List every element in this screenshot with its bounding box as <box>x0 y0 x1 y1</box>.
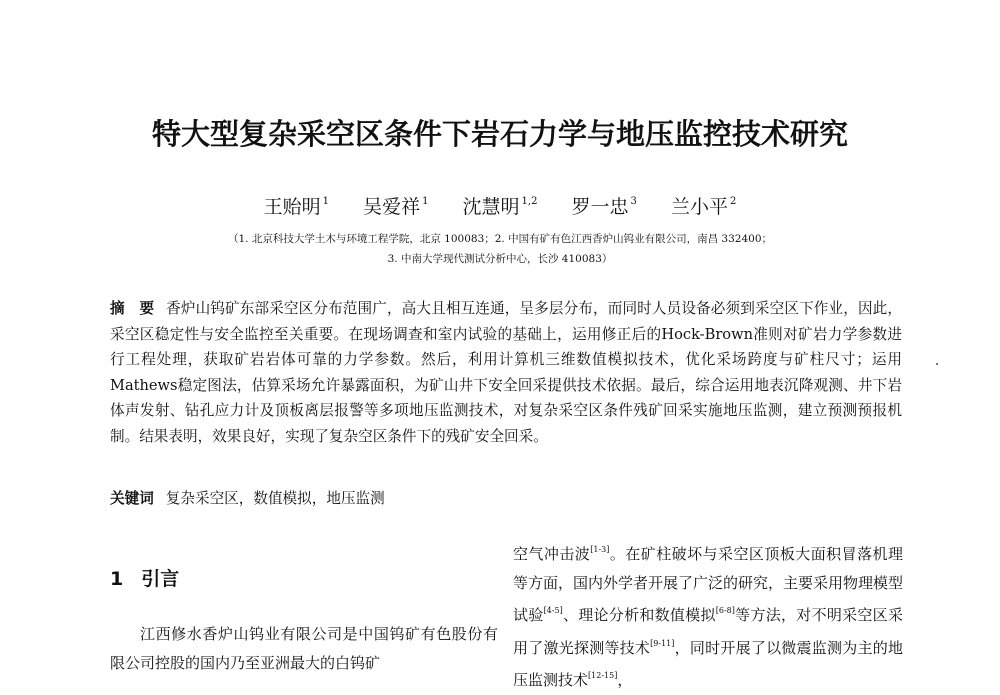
author-5: 兰小平 $^2$ <box>670 196 737 218</box>
author-1: 王贻明 $^1$ <box>263 196 330 218</box>
right-column <box>513 536 903 695</box>
author-4: 罗一忠 $^3$ <box>571 196 637 218</box>
left-column-paragraph: 江西修水香炉山钨业有限公司是中国钨矿有色股份有限公司控股的国内乃至亚洲最大的白钨矿 <box>110 625 498 672</box>
abstract-label: 摘 要 <box>110 300 155 317</box>
section-title: 引言 <box>141 568 180 590</box>
keywords-label: 关键词 <box>110 490 154 507</box>
right-column-paragraph: 空气冲击波[1-3]。在矿柱破坏与采空区顶板大面积冒落机理等方面，国内外学者开展了广泛的研究，主要采用物理模型试验[4-5]、理论分析和数值模拟[6-8]等方法，对不明采空区采用了激光探测等技术[9-11]，同时开展了以微震监测为主的地压监测技术[12-15]， <box>513 545 904 689</box>
citation-3: [6-8] <box>715 606 735 615</box>
affiliation-line-2: 3. 中南大学现代测试分析中心，长沙 410083） <box>387 253 613 265</box>
paper-title: 特大型复杂采空区条件下岩石力学与地压监控技术研究 <box>151 117 848 151</box>
author-3: 沈慧明 $^{1,2}$ <box>462 196 538 218</box>
abstract-text: 香炉山钨矿东部采空区分布范围广，高大且相互连通，呈多层分布，而同时人员设备必须到采空区下作业，因此，采空区稳定性与安全监控至关重要。在现场调查和室内试验的基础上，运用修正后的Hock-Brown准则对矿岩力学参数进行工程处理，获取矿岩岩体可靠的力学参数。然后，利用计算机三维数值模拟技术，优化采场跨度与矿柱尺寸；运用Mathews稳定图法，估算采场允许暴露面积，为矿山井下安全回采提供技术依据。最后，综合运用地表沉降观测、井下岩体声发射、钻孔应力计及顶板离层报警等多项地压监测技术，对复杂采空区条件残矿回采实施地压监测，建立预测预报机制。结果表明，效果良好，实现了复杂空区条件下的残矿安全回采。 <box>110 300 902 445</box>
affiliation-line-1: （1. 北京科技大学土木与环境工程学院，北京 100083；2. 中国有矿有色江西香炉山钨业有限公司，南昌 332400； <box>227 233 773 245</box>
scan-artifact-dot <box>936 363 938 365</box>
citation-1: [1-3] <box>590 545 610 554</box>
author-list <box>0 192 1000 219</box>
section-heading <box>110 564 179 591</box>
keywords <box>110 486 902 511</box>
abstract <box>110 296 902 449</box>
citation-4: [9-11] <box>650 638 675 648</box>
keywords-text: 复杂采空区，数值模拟，地压监测 <box>165 490 385 507</box>
citation-2: [4-5] <box>543 606 563 615</box>
left-column <box>110 620 498 677</box>
section-number: 1 <box>110 568 124 590</box>
citation-5: [12-15] <box>588 671 618 680</box>
author-2: 吴爱祥 $^1$ <box>363 196 429 218</box>
